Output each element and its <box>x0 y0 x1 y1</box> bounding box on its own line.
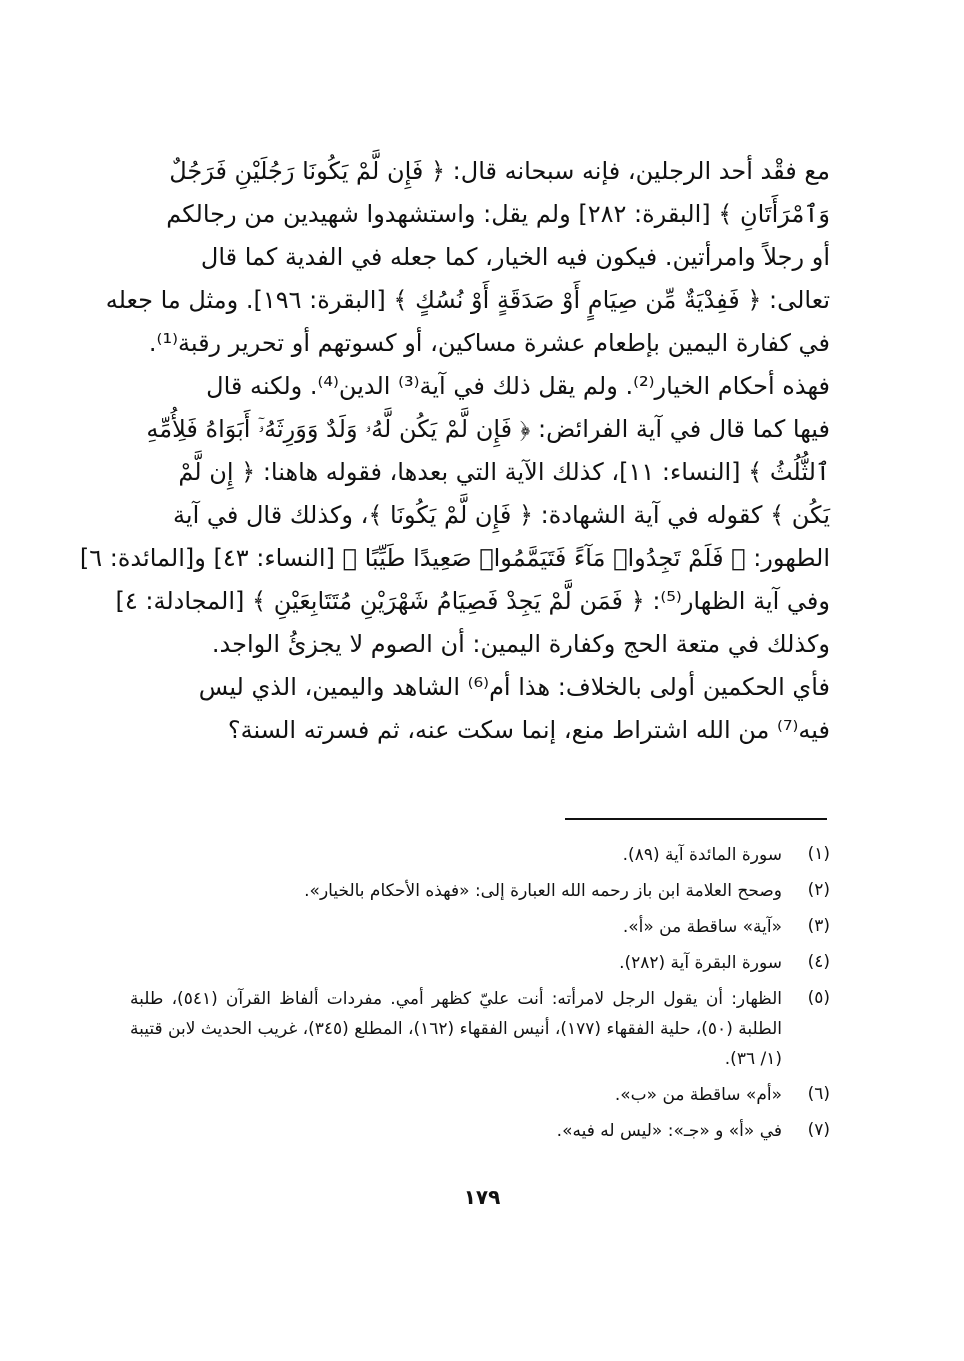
footnote-text: «آية» ساقطة من «أ». <box>622 917 782 937</box>
text-line: ٱلثُّلُثُ ﴾ [النساء: ١١]، كذلك الآية التي بعدها، فقوله هاهنا: ﴿ إِن لَّمْ <box>178 458 830 486</box>
text-line: في كفارة اليمين بإطعام عشرة مساكين، أو كسوتهم أو تحرير رقبة⁽¹⁾. <box>148 329 830 357</box>
page-number: ١٧٩ <box>463 1185 501 1209</box>
footnote-item <box>130 840 830 870</box>
text-line: يَكُن ﴾ كقوله في آية الشهادة: ﴿ فَإِن لَّمْ يَكُونَا ﴾، وكذلك قال في آية <box>173 501 830 529</box>
footnote-item <box>130 1116 830 1146</box>
footnote-item <box>130 912 830 942</box>
text-line: وفي آية الظهار⁽⁵⁾: ﴿ فَمَن لَّمْ يَجِدْ فَصِيَامُ شَهْرَيْنِ مُتَتَابِعَيْنِ ﴾ [المجادلة: ٤] <box>115 587 830 615</box>
footnote-number: (١) <box>807 844 830 864</box>
footnote-item <box>130 984 830 1074</box>
footnote-item <box>130 948 830 978</box>
text-line: فيه⁽⁷⁾ من الله اشتراط منع، إنما سكت عنه، ثم فسرته السنة؟ <box>227 716 830 744</box>
text-line: أو رجلاً وامرأتين. فيكون فيه الخيار، كما جعله في الفدية كما قال <box>200 243 830 271</box>
footnote-separator <box>565 818 827 820</box>
footnote-text: في «أ» و «جـ»: «ليس له فيه». <box>556 1121 782 1141</box>
footnote-text: سورة البقرة آية (٢٨٢). <box>619 953 782 973</box>
text-line: وَٱمْرَأَتَانِ ﴾ [البقرة: ٢٨٢] ولم يقل: واستشهدوا شهيدين من رجالكم <box>166 200 830 228</box>
text-line: وكذلك في متعة الحج وكفارة اليمين: أن الصوم لا يجزئُ الواجد. <box>211 630 830 658</box>
footnote-item <box>130 1080 830 1110</box>
footnote-text: سورة المائدة آية (٨٩). <box>622 845 782 865</box>
text-line: مع فقْد أحد الرجلين، فإنه سبحانه قال: ﴿ فَإِن لَّمْ يَكُونَا رَجُلَيْنِ فَرَجُلٌ <box>169 157 830 185</box>
footnote-item <box>130 876 830 906</box>
footnote-number: (٢) <box>807 880 830 900</box>
footnote-number: (٤) <box>807 952 830 972</box>
text-line: فهذه أحكام الخيار⁽²⁾. ولم يقل ذلك في آية⁽³⁾ الدين⁽⁴⁾. ولكنه قال <box>206 372 830 400</box>
text-line: فيها كما قال في آية الفرائض: ﴿ فَإِن لَّمْ يَكُن لَّهُۥ وَلَدٌ وَوَرِثَهُۥٓ أَبَوَاهُ فَلِأُمِّهِ <box>146 415 830 443</box>
footnote-text: «أم» ساقطة من «ب». <box>614 1085 782 1105</box>
footnote-text: الظهار: أن يقول الرجل لامرأته: أنت عليّ كظهر أمي. مفردات ألفاظ القرآن (٥٤١)، طلبة الطلبة (٥٠)، حلية الفقهاء (١٧٧)، أنيس الفقهاء (١٦٢)، المطلع (٣٤٥)، غريب الحديث لابن قتيبة (١/ ٣٦). <box>130 989 782 1069</box>
footnote-number: (٧) <box>807 1120 830 1140</box>
text-line: الطهور: ﴿ فَلَمْ تَجِدُوا۟ مَآءً فَتَيَمَّمُوا۟ صَعِيدًا طَيِّبًا ﴾ [النساء: ٤٣] و[المائدة: ٦] <box>79 544 830 572</box>
footnote-number: (٥) <box>807 988 830 1008</box>
footnote-number: (٣) <box>807 916 830 936</box>
text-line: فأي الحكمين أولى بالخلاف: هذا أم⁽⁶⁾ الشاهد واليمين، الذي ليس <box>198 673 830 701</box>
footnote-number: (٦) <box>807 1084 830 1104</box>
main-text <box>79 150 830 752</box>
footnotes <box>130 840 830 1146</box>
footnote-text: وصحح العلامة ابن باز رحمه الله العبارة إلى: «فهذه الأحكام بالخيار». <box>304 881 782 901</box>
text-line: تعالى: ﴿ فَفِدْيَةٌ مِّن صِيَامٍ أَوْ صَدَقَةٍ أَوْ نُسُكٍ ﴾ [البقرة: ١٩٦]. ومثل ما جعله <box>105 286 830 314</box>
